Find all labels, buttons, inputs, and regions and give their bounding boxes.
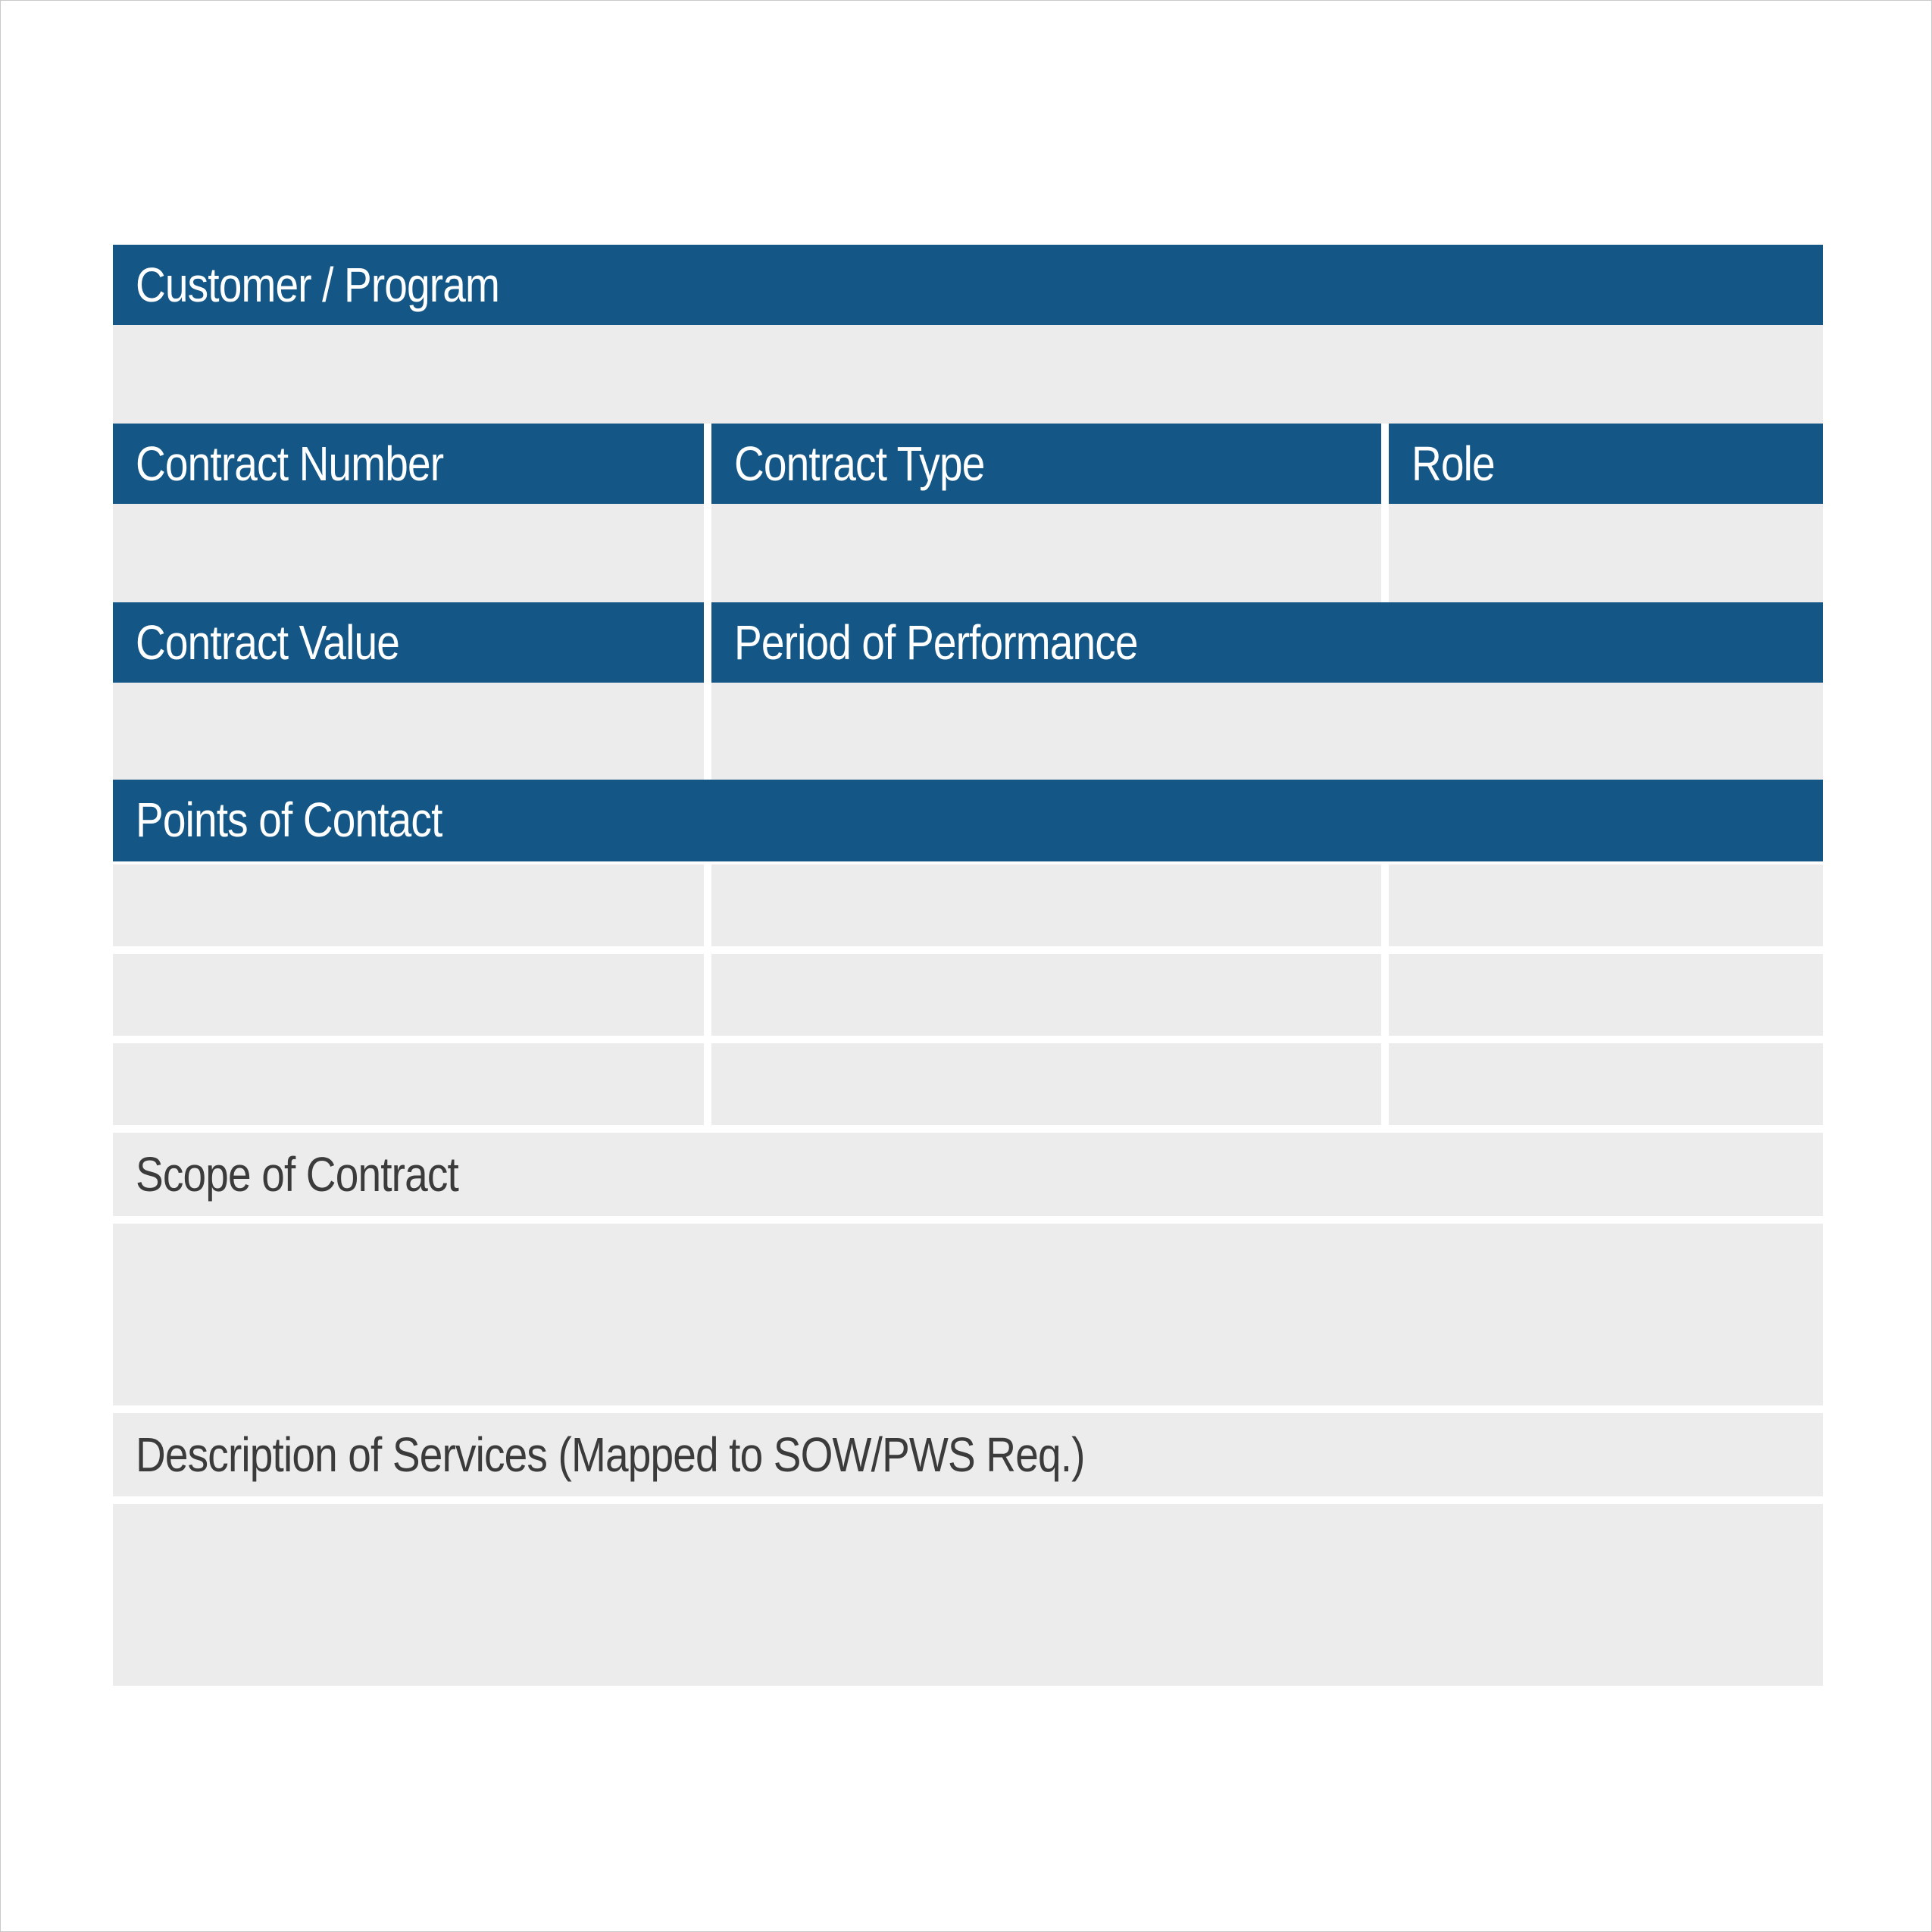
poc-row2-col3-field[interactable] [1389, 954, 1823, 1036]
period-of-performance-label: Period of Performance [734, 615, 1138, 670]
description-of-services-header [113, 1413, 1823, 1496]
points-of-contact-header [113, 780, 1823, 861]
poc-row3-col3-field[interactable] [1389, 1043, 1823, 1125]
scope-of-contract-label: Scope of Contract [136, 1147, 458, 1202]
points-of-contact-label: Points of Contact [136, 792, 442, 847]
customer-program-label: Customer / Program [136, 258, 500, 312]
period-of-performance-header [711, 602, 1823, 683]
contract-number-header [113, 424, 704, 504]
contract-value-field[interactable] [113, 683, 704, 780]
contract-type-field[interactable] [711, 504, 1381, 602]
role-label: Role [1411, 436, 1495, 491]
poc-row1-col3-field[interactable] [1389, 864, 1823, 946]
role-header [1389, 424, 1823, 504]
contract-value-header [113, 602, 704, 683]
poc-row3-col2-field[interactable] [711, 1043, 1381, 1125]
scope-of-contract-field[interactable] [113, 1224, 1823, 1405]
period-of-performance-field[interactable] [711, 683, 1823, 780]
description-of-services-field[interactable] [113, 1504, 1823, 1686]
poc-row2-col1-field[interactable] [113, 954, 704, 1036]
customer-program-field[interactable] [113, 325, 1823, 424]
customer-program-header [113, 245, 1823, 325]
role-field[interactable] [1389, 504, 1823, 602]
poc-row2-col2-field[interactable] [711, 954, 1381, 1036]
poc-row1-col2-field[interactable] [711, 864, 1381, 946]
poc-row1-col1-field[interactable] [113, 864, 704, 946]
description-of-services-label: Description of Services (Mapped to SOW/PWS Req.) [136, 1427, 1085, 1482]
contract-value-label: Contract Value [136, 615, 399, 670]
poc-row3-col1-field[interactable] [113, 1043, 704, 1125]
contract-number-label: Contract Number [136, 436, 444, 491]
scope-of-contract-header [113, 1133, 1823, 1216]
contract-type-header [711, 424, 1381, 504]
contract-type-label: Contract Type [734, 436, 985, 491]
contract-number-field[interactable] [113, 504, 704, 602]
